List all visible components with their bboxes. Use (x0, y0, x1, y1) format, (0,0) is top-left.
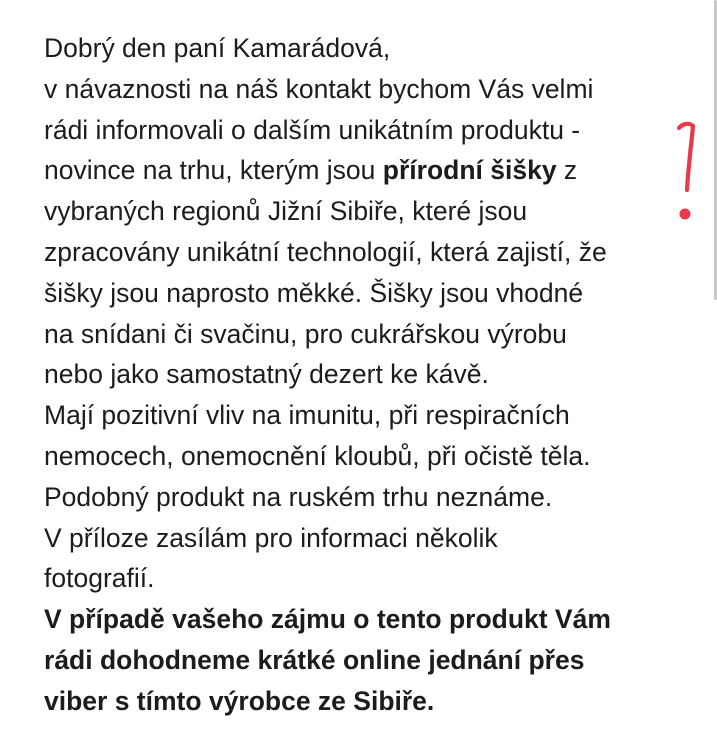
body-text-segment: z (556, 155, 578, 186)
body-text-segment: novince na trhu, kterým jsou (44, 155, 383, 186)
body-line: fotografií. (44, 563, 155, 594)
email-body (44, 28, 684, 722)
body-line: V příloze zasílám pro informaci několik (44, 522, 498, 553)
closing-line-bold: viber s tímto výrobce ze Sibiře. (44, 685, 435, 716)
body-line: Podobný produkt na ruském trhu neznáme. (44, 481, 553, 512)
greeting-line: Dobrý den paní Kamarádová, (44, 33, 391, 63)
exclamation-mark-icon (672, 118, 700, 228)
body-line: nebo jako samostatný dezert ke kávě. (44, 359, 489, 390)
highlighted-product-name: přírodní šišky (382, 155, 557, 186)
body-line: nemocech, onemocnění kloubů, při očistě těla. (44, 440, 591, 471)
body-line: vybraných regionů Jižní Sibiře, které jsou (44, 196, 528, 227)
body-line: na snídani či svačinu, pro cukrářskou výrobu (44, 318, 567, 349)
body-line-with-highlight (44, 150, 684, 191)
body-line: šišky jsou naprosto měkké. Šišky jsou vhodné (44, 277, 584, 308)
body-line: rádi informovali o dalším unikátním produktu - (44, 114, 581, 145)
scrollbar[interactable] (713, 0, 717, 752)
body-line: zpracovány unikátní technologií, která zajistí, že (44, 236, 607, 267)
closing-line-bold: rádi dohodneme krátké online jednání přes (44, 644, 585, 675)
closing-line-bold: V případě vašeho zájmu o tento produkt Vám (44, 604, 611, 635)
body-line: Mají pozitivní vliv na imunitu, při respiračních (44, 400, 570, 431)
body-line: v návaznosti na náš kontakt bychom Vás velmi (44, 73, 594, 104)
